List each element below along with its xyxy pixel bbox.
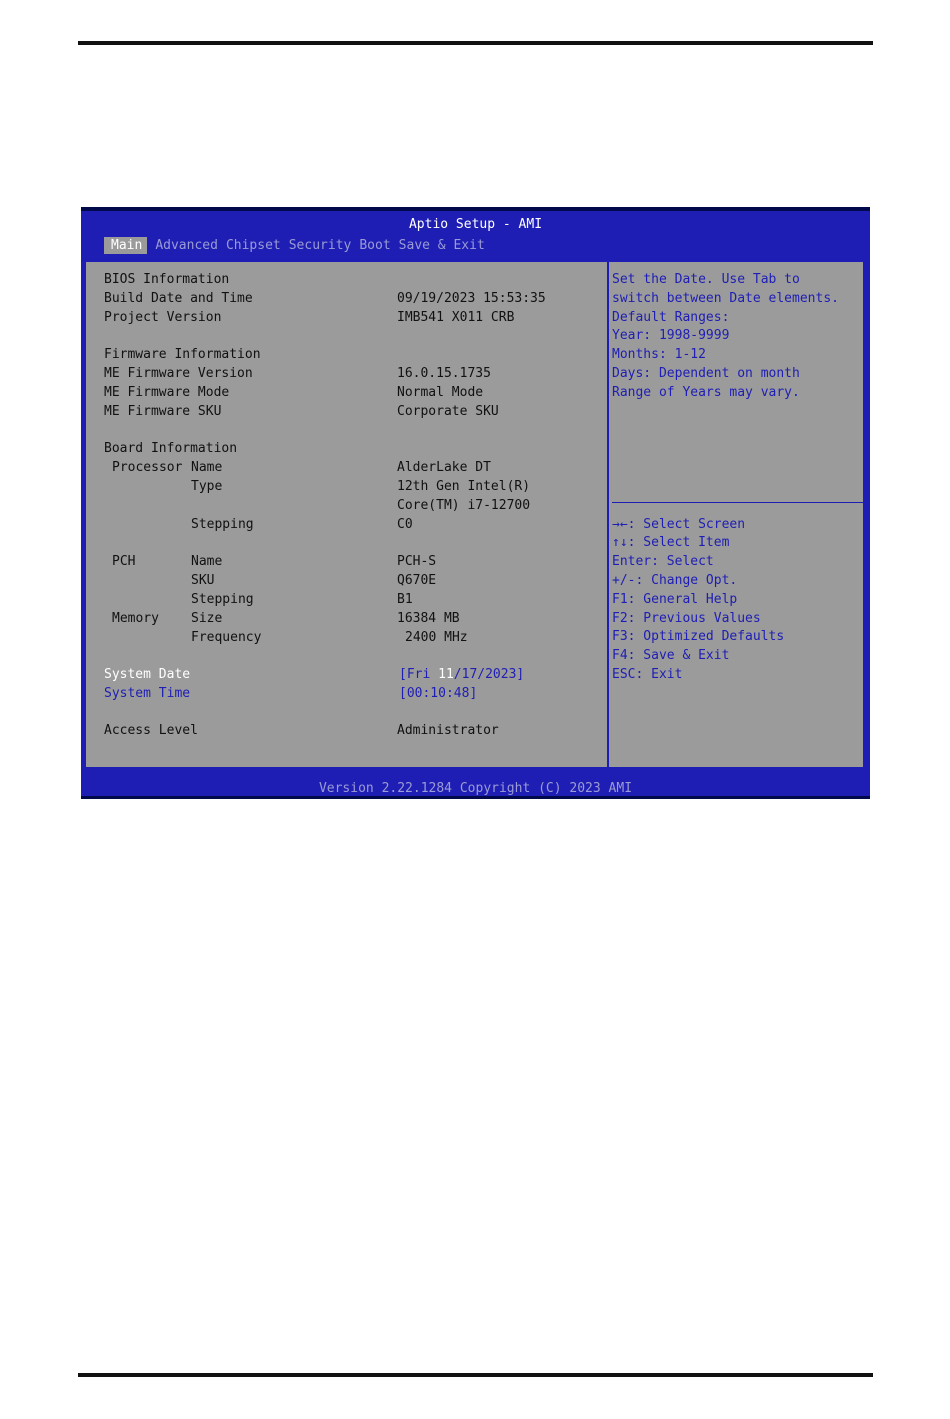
memory-frequency-label: Frequency: [191, 630, 262, 645]
key-help-select-item: ↑↓: Select Item: [612, 535, 730, 550]
bios-setup-screen: [81, 207, 870, 799]
key-help-change-opt: +/-: Change Opt.: [612, 573, 738, 588]
system-date-label[interactable]: System Date: [104, 667, 191, 682]
memory-label: Memory: [112, 611, 159, 626]
build-date-value: 09/19/2023 15:53:35: [397, 291, 546, 306]
project-version-label: Project Version: [104, 310, 222, 325]
pch-label: PCH: [112, 554, 136, 569]
help-line: Set the Date. Use Tab to: [612, 272, 800, 287]
pch-stepping-value: B1: [397, 592, 413, 607]
board-info-heading: Board Information: [104, 441, 238, 456]
bios-info-heading: BIOS Information: [104, 272, 230, 287]
processor-name-label: Name: [191, 460, 223, 475]
tab-save-exit[interactable]: Save & Exit: [398, 238, 485, 253]
system-time-field[interactable]: [00:10:48]: [399, 686, 478, 701]
tab-advanced[interactable]: Advanced: [155, 238, 218, 253]
pch-name-value: PCH-S: [397, 554, 437, 569]
system-date-field[interactable]: [399, 665, 524, 684]
settings-pane: [86, 262, 607, 767]
help-line: Default Ranges:: [612, 310, 730, 325]
pch-stepping-label: Stepping: [191, 592, 254, 607]
key-help-f1: F1: General Help: [612, 592, 738, 607]
bios-tab-bar: [104, 237, 493, 254]
pch-name-label: Name: [191, 554, 223, 569]
processor-type-label: Type: [191, 479, 223, 494]
processor-type-value-line1: 12th Gen Intel(R): [397, 479, 531, 494]
tab-boot[interactable]: Boot: [359, 238, 391, 253]
system-time-label[interactable]: System Time: [104, 686, 191, 701]
build-date-label: Build Date and Time: [104, 291, 253, 306]
bios-version-footer: Version 2.22.1284 Copyright (C) 2023 AMI: [318, 781, 633, 796]
help-pane: [609, 262, 863, 767]
help-line: switch between Date elements.: [612, 291, 839, 306]
key-help-f3: F3: Optimized Defaults: [612, 629, 785, 644]
help-divider: [612, 502, 865, 503]
help-line: Days: Dependent on month: [612, 366, 800, 381]
processor-type-value-line2: Core(TM) i7-12700: [397, 498, 531, 513]
access-level-value: Administrator: [397, 723, 499, 738]
help-line: Range of Years may vary.: [612, 385, 800, 400]
me-version-label: ME Firmware Version: [104, 366, 253, 381]
help-line: Months: 1-12: [612, 347, 706, 362]
memory-size-label: Size: [191, 611, 223, 626]
key-help-f4: F4: Save & Exit: [612, 648, 730, 663]
bios-title: Aptio Setup - AMI: [408, 217, 543, 232]
me-mode-value: Normal Mode: [397, 385, 484, 400]
project-version-value: IMB541 X011 CRB: [397, 310, 515, 325]
firmware-info-heading: Firmware Information: [104, 347, 261, 362]
key-help-select-screen: →←: Select Screen: [612, 517, 746, 532]
key-help-f2: F2: Previous Values: [612, 611, 761, 626]
page-top-rule: [78, 41, 873, 45]
processor-stepping-label: Stepping: [191, 517, 254, 532]
access-level-label: Access Level: [104, 723, 198, 738]
processor-label: Processor: [112, 460, 183, 475]
system-date-suffix: /17/2023]: [453, 667, 525, 682]
tab-security[interactable]: Security: [288, 238, 352, 253]
processor-stepping-value: C0: [397, 517, 413, 532]
pch-sku-value: Q670E: [397, 573, 437, 588]
key-help-enter: Enter: Select: [612, 554, 714, 569]
page-bottom-rule: [78, 1373, 873, 1377]
tab-chipset[interactable]: Chipset: [225, 238, 281, 253]
system-date-month-selected[interactable]: 11: [438, 667, 454, 682]
me-mode-label: ME Firmware Mode: [104, 385, 230, 400]
help-line: Year: 1998-9999: [612, 328, 730, 343]
system-date-prefix: [Fri: [399, 667, 439, 682]
memory-frequency-value: 2400 MHz: [405, 630, 468, 645]
me-sku-label: ME Firmware SKU: [104, 404, 222, 419]
key-help-esc: ESC: Exit: [612, 667, 683, 682]
me-sku-value: Corporate SKU: [397, 404, 499, 419]
me-version-value: 16.0.15.1735: [397, 366, 491, 381]
tab-main[interactable]: Main: [104, 237, 147, 254]
main-content-panel: [84, 260, 865, 769]
memory-size-value: 16384 MB: [397, 611, 460, 626]
pch-sku-label: SKU: [191, 573, 215, 588]
processor-name-value: AlderLake DT: [397, 460, 491, 475]
